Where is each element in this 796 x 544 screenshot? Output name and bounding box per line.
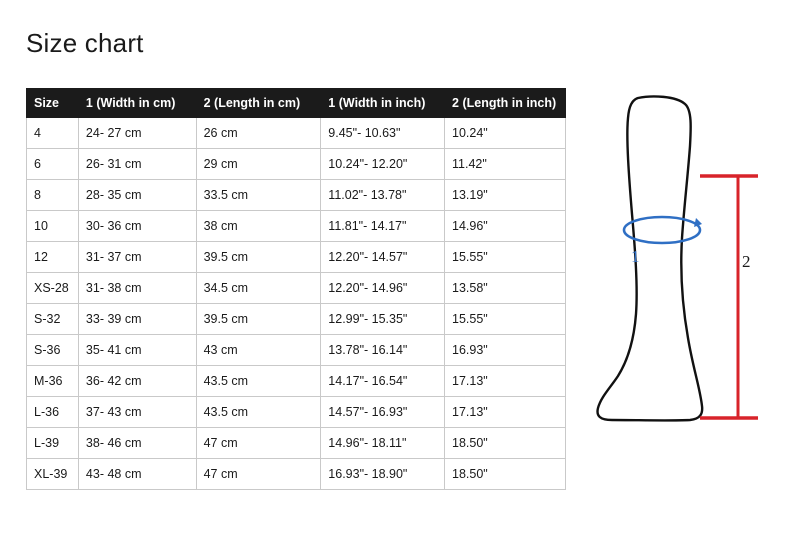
leg-measurement-diagram xyxy=(590,88,780,458)
table-row xyxy=(27,428,566,459)
leg-diagram-svg xyxy=(590,88,780,458)
cell-width-cm: 37- 43 cm xyxy=(78,397,196,428)
cell-width-cm: 36- 42 cm xyxy=(78,366,196,397)
cell-length-cm: 34.5 cm xyxy=(196,273,321,304)
cell-width-cm: 35- 41 cm xyxy=(78,335,196,366)
table-row xyxy=(27,180,566,211)
cell-width-cm: 24- 27 cm xyxy=(78,118,196,149)
leg-outline-icon xyxy=(598,96,703,420)
column-header-width-inch: 1 (Width in inch) xyxy=(321,89,445,118)
table-row xyxy=(27,118,566,149)
cell-length-cm: 43.5 cm xyxy=(196,366,321,397)
cell-width-cm: 38- 46 cm xyxy=(78,428,196,459)
cell-length-cm: 39.5 cm xyxy=(196,304,321,335)
table-body xyxy=(27,118,566,490)
measure-1-label: 1 xyxy=(631,247,640,266)
table-row xyxy=(27,242,566,273)
size-chart-table xyxy=(26,88,566,490)
cell-size: 6 xyxy=(27,149,79,180)
table-row xyxy=(27,397,566,428)
cell-length-cm: 39.5 cm xyxy=(196,242,321,273)
cell-length-inch: 15.55" xyxy=(445,304,566,335)
cell-size: L-39 xyxy=(27,428,79,459)
cell-width-inch: 10.24"- 12.20" xyxy=(321,149,445,180)
cell-length-inch: 17.13" xyxy=(445,397,566,428)
cell-length-inch: 10.24" xyxy=(445,118,566,149)
cell-width-cm: 30- 36 cm xyxy=(78,211,196,242)
size-chart-table-container xyxy=(26,88,566,490)
cell-width-inch: 9.45"- 10.63" xyxy=(321,118,445,149)
cell-length-inch: 13.58" xyxy=(445,273,566,304)
cell-length-cm: 29 cm xyxy=(196,149,321,180)
cell-length-inch: 17.13" xyxy=(445,366,566,397)
cell-width-inch: 12.20"- 14.57" xyxy=(321,242,445,273)
cell-size: 10 xyxy=(27,211,79,242)
cell-width-inch: 14.57"- 16.93" xyxy=(321,397,445,428)
cell-width-cm: 31- 37 cm xyxy=(78,242,196,273)
table-row xyxy=(27,149,566,180)
column-header-length-inch: 2 (Length in inch) xyxy=(445,89,566,118)
column-header-width-cm: 1 (Width in cm) xyxy=(78,89,196,118)
page-title: Size chart xyxy=(26,28,144,58)
table-row xyxy=(27,273,566,304)
cell-length-inch: 18.50" xyxy=(445,428,566,459)
cell-width-inch: 16.93"- 18.90" xyxy=(321,459,445,490)
cell-length-cm: 38 cm xyxy=(196,211,321,242)
cell-size: XL-39 xyxy=(27,459,79,490)
column-header-size: Size xyxy=(27,89,79,118)
cell-width-inch: 12.99"- 15.35" xyxy=(321,304,445,335)
cell-length-inch: 11.42" xyxy=(445,149,566,180)
cell-width-inch: 14.17"- 16.54" xyxy=(321,366,445,397)
cell-length-cm: 26 cm xyxy=(196,118,321,149)
cell-length-cm: 47 cm xyxy=(196,459,321,490)
cell-width-inch: 14.96"- 18.11" xyxy=(321,428,445,459)
cell-length-inch: 15.55" xyxy=(445,242,566,273)
cell-length-inch: 14.96" xyxy=(445,211,566,242)
column-header-length-cm: 2 (Length in cm) xyxy=(196,89,321,118)
cell-width-cm: 43- 48 cm xyxy=(78,459,196,490)
table-row xyxy=(27,211,566,242)
cell-length-inch: 16.93" xyxy=(445,335,566,366)
cell-size: 12 xyxy=(27,242,79,273)
measure-2-label: 2 xyxy=(742,252,751,271)
table-header-row xyxy=(27,89,566,118)
table-row xyxy=(27,304,566,335)
cell-size: 4 xyxy=(27,118,79,149)
cell-size: S-36 xyxy=(27,335,79,366)
cell-width-cm: 31- 38 cm xyxy=(78,273,196,304)
table-row xyxy=(27,459,566,490)
cell-width-inch: 11.02"- 13.78" xyxy=(321,180,445,211)
cell-width-inch: 11.81"- 14.17" xyxy=(321,211,445,242)
cell-length-inch: 13.19" xyxy=(445,180,566,211)
cell-width-inch: 13.78"- 16.14" xyxy=(321,335,445,366)
cell-size: XS-28 xyxy=(27,273,79,304)
cell-size: M-36 xyxy=(27,366,79,397)
cell-length-inch: 18.50" xyxy=(445,459,566,490)
cell-length-cm: 47 cm xyxy=(196,428,321,459)
table-row xyxy=(27,366,566,397)
cell-width-inch: 12.20"- 14.96" xyxy=(321,273,445,304)
cell-size: S-32 xyxy=(27,304,79,335)
cell-width-cm: 28- 35 cm xyxy=(78,180,196,211)
cell-length-cm: 33.5 cm xyxy=(196,180,321,211)
table-row xyxy=(27,335,566,366)
cell-size: 8 xyxy=(27,180,79,211)
cell-length-cm: 43 cm xyxy=(196,335,321,366)
cell-width-cm: 33- 39 cm xyxy=(78,304,196,335)
cell-width-cm: 26- 31 cm xyxy=(78,149,196,180)
cell-size: L-36 xyxy=(27,397,79,428)
cell-length-cm: 43.5 cm xyxy=(196,397,321,428)
